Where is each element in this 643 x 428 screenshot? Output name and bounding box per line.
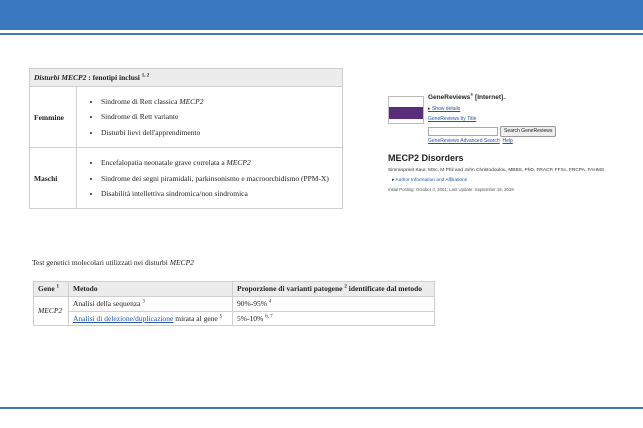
authors-text: Simranpreet Kaur, MSc, M Phil and John Christodoulou, MBBS, PhD, FRACP, FFSc, FRCPA, FAHMS	[388, 168, 605, 173]
deletion-duplication-link[interactable]: Analisi di delezione/duplicazione	[73, 313, 174, 323]
reference-marker: 1, 2	[141, 73, 150, 79]
method-cell: Analisi di delezione/duplicazione mirata al gene $^5$	[69, 311, 233, 326]
advanced-search-row	[428, 138, 513, 144]
list-item: • Disabilità intellettiva sindromica/non sindromica	[101, 189, 340, 198]
posting-dates: Initial Posting: October 3, 2001; Last Update: September 19, 2019.	[388, 187, 515, 192]
phenotypes-table-title: Disturbi MECP2 : fenotipi inclusi $^{1, 2}$	[30, 69, 343, 87]
female-phenotype-list	[79, 97, 340, 137]
column-header-proportion: Proporzione di varianti patogene $^2$ identificate dal metodo	[233, 282, 435, 297]
top-divider	[0, 33, 643, 35]
male-phenotype-list	[79, 158, 340, 198]
top-header-bar	[0, 0, 643, 30]
table-row	[34, 311, 435, 326]
bottom-divider	[0, 407, 643, 409]
genereviews-title: GeneReviews® [Internet].	[428, 92, 506, 102]
list-item: • Sindrome di Rett variante	[101, 112, 340, 121]
column-header-gene: Gene $^1$	[34, 282, 69, 297]
list-item: • Encefalopatia neonatale grave correlata a MECP2	[101, 158, 340, 167]
table-row	[30, 148, 343, 209]
table-row	[34, 296, 435, 311]
genereviews-by-title-link[interactable]: GeneReviews by Title	[428, 116, 477, 122]
list-item: • Sindrome dei segni piramidali, parkinsonismo e macroorchidismo (PPM-X)	[101, 174, 340, 183]
advanced-search-link[interactable]: GeneReviews Advanced Search	[428, 138, 500, 144]
genetic-tests-table	[33, 281, 435, 326]
method-cell: Analisi della sequenza $^3$	[69, 296, 233, 311]
tests-table-caption: Test genetici molecolari utilizzati nei disturbi MECP2	[32, 258, 194, 267]
list-item: • Disturbi lievi dell'apprendimento	[101, 128, 340, 137]
search-genereviews-button[interactable]: Search GeneReviews	[500, 126, 556, 137]
page-title: MECP2 Disorders	[388, 153, 464, 163]
phenotypes-table	[29, 68, 343, 209]
book-cover-image	[388, 96, 424, 124]
caret-right-icon: ▸	[428, 106, 432, 112]
author-affiliations-link[interactable]: ▸ Author Information and Affiliations	[392, 178, 468, 183]
table-header-row	[34, 282, 435, 297]
show-details-link[interactable]: ▸ Show details	[428, 106, 461, 112]
row-label-male: Maschi	[30, 148, 77, 209]
gene-cell: MECP2	[34, 296, 69, 326]
caret-right-icon: ▸	[392, 178, 396, 183]
help-link[interactable]: Help	[502, 138, 513, 144]
table-row	[30, 87, 343, 148]
row-label-female: Femmine	[30, 87, 77, 148]
search-input[interactable]	[428, 127, 498, 136]
proportion-cell: 5%-10% $^{6, 7}$	[233, 311, 435, 326]
list-item: • Sindrome di Rett classica MECP2	[101, 97, 340, 106]
proportion-cell: 90%-95% $^4$	[233, 296, 435, 311]
column-header-method: Metodo	[69, 282, 233, 297]
